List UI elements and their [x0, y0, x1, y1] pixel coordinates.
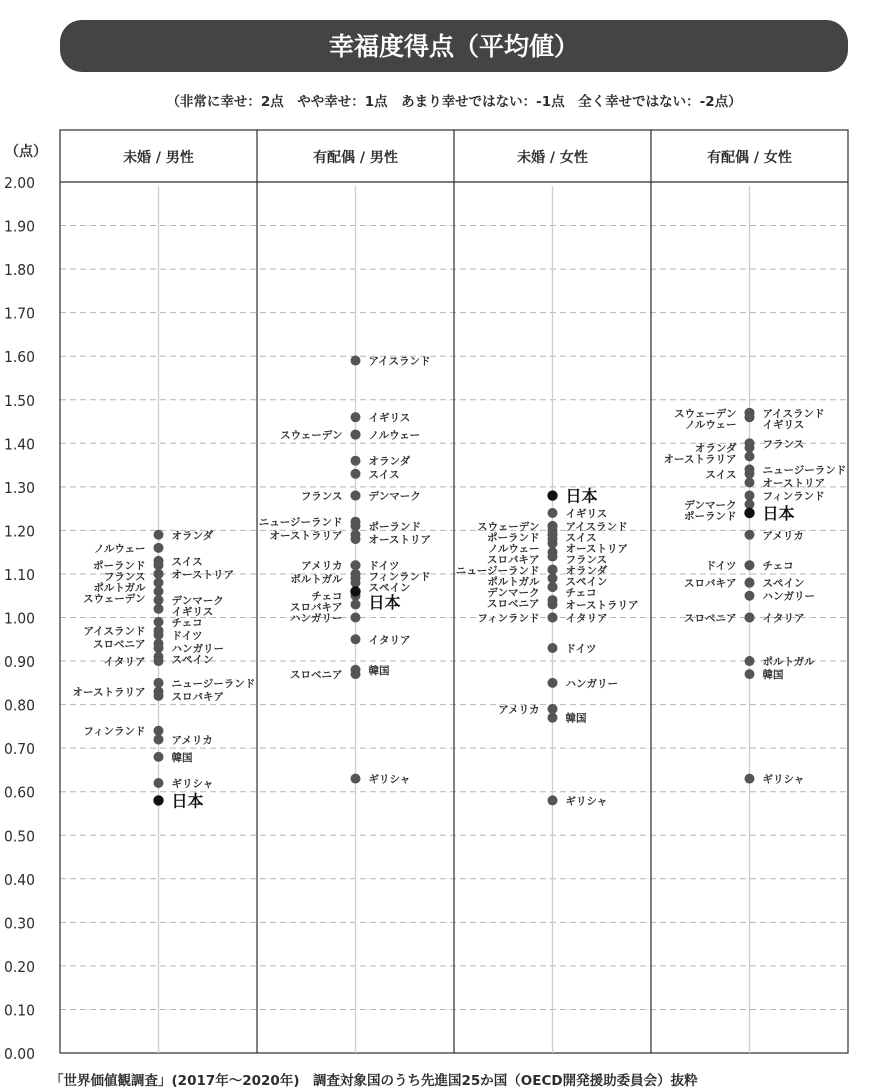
data-point [154, 560, 164, 570]
country-label: スイス [705, 468, 737, 481]
data-point [548, 713, 558, 723]
country-label: 韓国 [565, 712, 587, 725]
data-point [154, 734, 164, 744]
data-point [744, 508, 754, 518]
data-point [745, 443, 755, 453]
data-point [351, 599, 361, 609]
data-point [351, 634, 361, 644]
country-label: フランス [565, 554, 608, 567]
country-label: イギリス [368, 412, 411, 425]
country-label: オーストリア [762, 477, 825, 490]
data-point [351, 665, 361, 675]
data-point [548, 704, 558, 714]
country-label: チェコ [565, 587, 597, 600]
country-label: デンマーク [487, 587, 540, 600]
data-point [745, 499, 755, 509]
y-tick-label: 1.70 [4, 304, 36, 323]
country-label: ポーランド [684, 510, 737, 523]
data-point [154, 543, 164, 553]
data-point [745, 451, 755, 461]
country-label: イタリア [103, 656, 146, 669]
country-label: ドイツ [368, 560, 400, 573]
country-label: チェコ [171, 617, 203, 630]
data-point [154, 752, 164, 762]
country-label: 韓国 [762, 669, 784, 682]
data-point [154, 652, 164, 662]
country-label: フィンランド [477, 612, 540, 625]
y-tick-label: 1.10 [4, 565, 36, 584]
country-label: イギリス [171, 606, 214, 619]
data-point [154, 530, 164, 540]
y-tick-label: 1.60 [4, 348, 36, 367]
country-label: スペイン [762, 577, 805, 590]
data-point [745, 477, 755, 487]
data-point [351, 613, 361, 623]
country-label: アイスランド [762, 407, 825, 420]
data-point [351, 569, 361, 579]
data-point [351, 491, 361, 501]
country-label: ギリシャ [171, 777, 214, 790]
country-label: スロバキア [487, 554, 540, 567]
country-label: 日本 [368, 593, 401, 613]
country-label: ノルウェー [368, 429, 421, 442]
country-label: フィンランド [83, 725, 146, 738]
panel-4 [651, 130, 846, 1053]
data-point [351, 534, 361, 544]
country-label: 日本 [171, 791, 204, 811]
country-label: オランダ [565, 565, 608, 578]
data-point [351, 578, 361, 588]
country-label: 日本 [565, 486, 598, 506]
data-point [351, 774, 361, 784]
country-label: アメリカ [498, 703, 540, 716]
data-point [745, 578, 755, 588]
country-label: ポーランド [368, 521, 421, 534]
data-point [154, 617, 164, 627]
y-tick-label: 0.40 [4, 870, 36, 889]
country-label: イタリア [368, 634, 411, 647]
panel-title: 有配偶 / 女性 [707, 150, 792, 166]
y-tick-label: 1.00 [4, 609, 36, 628]
data-point [548, 643, 558, 653]
country-label: アイスランド [565, 521, 628, 534]
data-point [548, 582, 558, 592]
country-label: オランダ [694, 442, 737, 455]
country-label: アメリカ [301, 560, 343, 573]
country-label: スペイン [368, 582, 411, 595]
source-note: 「世界価値観調査」(2017年～2020年) 調査対象国のうち先進国25か国（OECD開発援助委員会）抜粋 [50, 1073, 698, 1089]
country-label: ノルウェー [93, 542, 146, 555]
y-axis-unit-label: （点） [5, 144, 47, 160]
country-label: スウェーデン [280, 429, 343, 442]
country-label: スペイン [171, 653, 214, 666]
country-label: ニュージーランド [171, 677, 256, 690]
data-point [745, 774, 755, 784]
country-label: フランス [103, 571, 146, 584]
data-point [351, 356, 361, 366]
data-point [548, 565, 558, 575]
data-point [154, 678, 164, 688]
country-label: スウェーデン [83, 593, 146, 606]
data-point [745, 613, 755, 623]
data-point [154, 586, 164, 596]
data-point [548, 678, 558, 688]
country-label: スロバキア [290, 601, 343, 614]
y-tick-label: 0.00 [4, 1045, 36, 1063]
country-label: スイス [368, 468, 400, 481]
country-label: アイスランド [368, 355, 431, 368]
country-label: イタリア [762, 612, 805, 625]
country-label: ギリシャ [762, 773, 805, 786]
country-label: 韓国 [171, 751, 193, 764]
y-tick-label: 1.90 [4, 217, 36, 236]
data-point [548, 573, 558, 583]
country-label: ハンガリー [171, 642, 224, 655]
country-label: ニュージーランド [762, 464, 847, 477]
panel-title: 未婚 / 女性 [517, 150, 588, 166]
panel-3 [454, 130, 638, 1053]
country-label: オーストリア [171, 568, 234, 581]
country-label: スペイン [565, 576, 608, 589]
country-label: ポーランド [487, 532, 540, 545]
country-label: ニュージーランド [258, 516, 343, 529]
panel-2 [257, 130, 431, 1053]
data-point [745, 656, 755, 666]
country-label: ドイツ [565, 642, 597, 655]
country-label: スイス [171, 555, 203, 568]
country-label: ポルトガル [762, 656, 815, 669]
y-tick-label: 0.50 [4, 827, 36, 846]
country-label: ポルトガル [290, 573, 343, 586]
y-tick-label: 0.80 [4, 696, 36, 715]
y-tick-label: 1.40 [4, 435, 36, 454]
data-point [351, 456, 361, 466]
panels [60, 130, 848, 1053]
country-label: チェコ [762, 560, 794, 573]
data-point [745, 530, 755, 540]
country-label: ハンガリー [290, 612, 343, 625]
country-label: スウェーデン [477, 521, 540, 534]
country-label: ノルウェー [684, 418, 737, 431]
data-point [351, 469, 361, 479]
country-label: イギリス [565, 507, 608, 520]
data-point [154, 691, 164, 701]
country-label: アメリカ [762, 529, 804, 542]
country-label: フィンランド [368, 571, 431, 584]
country-label: ポルトガル [93, 582, 146, 595]
data-point [548, 795, 558, 805]
country-label: スロベニア [684, 612, 737, 625]
data-point [745, 491, 755, 501]
country-label: ポーランド [93, 560, 146, 573]
country-label: デンマーク [171, 595, 224, 608]
country-label: 日本 [762, 503, 795, 523]
country-label: 韓国 [368, 664, 390, 677]
country-label: ギリシャ [565, 795, 608, 808]
y-tick-label: 0.10 [4, 1001, 36, 1020]
data-point [745, 412, 755, 422]
panel-title: 未婚 / 男性 [123, 150, 194, 166]
country-label: デンマーク [368, 490, 421, 503]
data-point [745, 469, 755, 479]
data-point [351, 521, 361, 531]
country-label: スロベニア [290, 669, 343, 682]
country-label: ポルトガル [487, 576, 540, 589]
country-label: オーストラリア [663, 453, 737, 466]
y-tick-label: 0.20 [4, 957, 36, 976]
data-point [154, 604, 164, 614]
data-point [154, 578, 164, 588]
country-label: アイスランド [83, 625, 146, 638]
y-tick-label: 1.20 [4, 522, 36, 541]
data-point [547, 490, 557, 500]
data-point [154, 778, 164, 788]
country-label: ノルウェー [487, 543, 540, 556]
country-label: ハンガリー [565, 677, 618, 690]
data-point [745, 669, 755, 679]
country-label: イタリア [565, 612, 608, 625]
y-tick-label: 2.00 [4, 174, 36, 192]
panel-1 [73, 149, 256, 1053]
y-tick-label: 0.60 [4, 783, 36, 802]
country-label: オランダ [171, 529, 214, 542]
y-tick-label: 0.30 [4, 914, 36, 933]
data-point [154, 630, 164, 640]
chart-subtitle: （非常に幸せ：2点 やや幸せ：1点 あまり幸せではない：-1点 全く幸せではない：-2点） [166, 94, 742, 110]
data-point [745, 560, 755, 570]
country-label: オーストラリア [269, 529, 343, 542]
country-label: デンマーク [684, 499, 737, 512]
data-point [351, 412, 361, 422]
country-label: チェコ [311, 590, 343, 603]
country-label: オーストリア [368, 534, 431, 547]
data-point [154, 569, 164, 579]
data-point [153, 795, 163, 805]
chart-title: 幸福度得点（平均値） [328, 32, 580, 61]
y-tick-label: 1.50 [4, 391, 36, 410]
data-point [548, 599, 558, 609]
country-label: ハンガリー [762, 590, 815, 603]
data-point [154, 595, 164, 605]
country-label: ギリシャ [368, 773, 411, 786]
country-label: フランス [300, 490, 343, 503]
country-label: スロベニア [93, 638, 146, 651]
data-point [351, 560, 361, 570]
panel-title: 有配偶 / 男性 [313, 150, 398, 166]
country-label: スロバキア [684, 577, 737, 590]
y-axis-ticks [4, 174, 35, 1063]
y-tick-label: 0.70 [4, 740, 36, 759]
data-point [548, 552, 558, 562]
y-tick-label: 0.90 [4, 653, 36, 672]
country-label: ドイツ [171, 629, 203, 642]
data-point [745, 591, 755, 601]
country-label: スイス [565, 532, 597, 545]
data-point [548, 613, 558, 623]
data-point [548, 508, 558, 518]
country-label: ドイツ [705, 560, 737, 573]
country-label: オーストリア [565, 543, 628, 556]
country-label: スウェーデン [674, 407, 737, 420]
data-point [548, 538, 558, 548]
country-label: フランス [762, 438, 805, 451]
country-label: スロベニア [487, 598, 540, 611]
data-point [154, 643, 164, 653]
y-tick-label: 1.80 [4, 261, 36, 280]
data-point [350, 586, 360, 596]
country-label: オランダ [368, 455, 411, 468]
y-tick-label: 1.30 [4, 478, 36, 497]
country-label: スロバキア [171, 690, 224, 703]
country-label: ニュージーランド [455, 565, 540, 578]
country-label: イギリス [762, 418, 805, 431]
data-point [154, 726, 164, 736]
data-point [351, 430, 361, 440]
country-label: フィンランド [762, 490, 825, 503]
country-label: オーストラリア [72, 686, 146, 699]
country-label: オーストラリア [565, 599, 639, 612]
country-label: アメリカ [171, 734, 213, 747]
